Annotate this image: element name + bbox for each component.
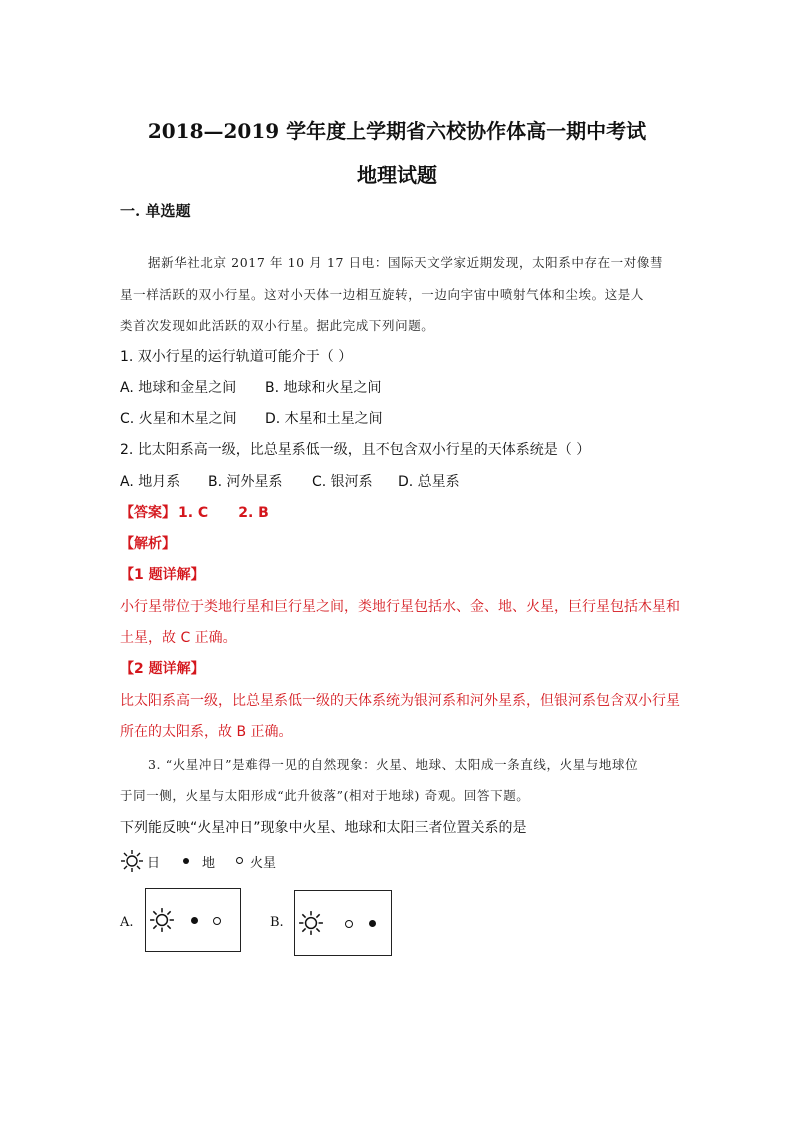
diagram-b <box>294 890 392 956</box>
q2-option-d: D. 总星系 <box>398 474 460 490</box>
answer-label: 【答案】 <box>120 505 176 521</box>
answer-row <box>120 502 269 522</box>
detail1-label: 【1 题详解】 <box>120 567 205 583</box>
q1-stem: 1. 双小行星的运行轨道可能介于（ ） <box>120 349 353 365</box>
answer-1: 1. C <box>178 505 209 521</box>
sun-icon <box>120 849 144 873</box>
legend-mars-label: 火星 <box>250 856 277 871</box>
q2-option-a: A. 地月系 <box>120 474 181 490</box>
q2-stem: 2. 比太阳系高一级，比总星系低一级，且不包含双小行星的天体系统是（ ） <box>120 442 591 458</box>
detail1-line2: 土星，故 C 正确。 <box>120 630 237 646</box>
q1-option-c: C. 火星和木星之间 <box>120 411 237 427</box>
passage3-line2: 于同一侧，火星与太阳形成“此升彼落”(相对于地球) 奇观。回答下题。 <box>120 788 530 803</box>
section-heading: 一. 单选题 <box>120 202 191 220</box>
sun-icon <box>149 907 175 933</box>
diagram-b-label: B. <box>270 915 284 930</box>
earth-dot-icon <box>183 858 189 864</box>
earth-dot-icon <box>369 920 376 927</box>
q2-option-c: C. 银河系 <box>312 474 373 490</box>
diagram-a-label: A. <box>120 915 134 930</box>
q2-option-b: B. 河外星系 <box>208 474 283 490</box>
mars-circle-icon <box>345 920 353 928</box>
legend-earth-label: 地 <box>202 856 216 871</box>
exam-title: 2018—2019 学年度上学期省六校协作体高一期中考试 <box>147 119 647 143</box>
passage1-line2: 星一样活跃的双小行星。这对小天体一边相互旋转，一边向宇宙中喷射气体和尘埃。这是人 <box>120 287 645 302</box>
diagram-legend <box>120 848 420 874</box>
mars-circle-icon <box>213 917 221 925</box>
exam-subtitle: 地理试题 <box>357 163 437 187</box>
earth-dot-icon <box>191 917 198 924</box>
detail2-line1: 比太阳系高一级，比总星系低一级的天体系统为银河系和河外星系，但银河系包含双小行星 <box>120 693 680 709</box>
q1-option-b: B. 地球和火星之间 <box>265 380 382 396</box>
passage1-line3: 类首次发现如此活跃的双小行星。据此完成下列问题。 <box>120 318 435 333</box>
diagram-a <box>145 888 241 952</box>
q1-option-a: A. 地球和金星之间 <box>120 380 237 396</box>
passage1-line1: 据新华社北京 2017 年 10 月 17 日电：国际天文学家近期发现，太阳系中存在一对像彗 <box>148 255 664 270</box>
legend-sun-label: 日 <box>147 856 161 871</box>
detail1-line1: 小行星带位于类地行星和巨行星之间，类地行星包括水、金、地、火星，巨行星包括木星和 <box>120 599 680 615</box>
detail2-line2: 所在的太阳系，故 B 正确。 <box>120 724 293 740</box>
analysis-label: 【解析】 <box>120 536 176 552</box>
mars-circle-icon <box>236 857 243 864</box>
sun-icon <box>298 910 324 936</box>
answer-2: 2. B <box>238 505 269 521</box>
passage3-line1: 3. “火星冲日”是难得一见的自然现象：火星、地球、太阳成一条直线，火星与地球位 <box>148 757 639 772</box>
q1-option-d: D. 木星和土星之间 <box>265 411 383 427</box>
detail2-label: 【2 题详解】 <box>120 661 205 677</box>
q3-stem: 下列能反映“火星冲日”现象中火星、地球和太阳三者位置关系的是 <box>120 820 527 836</box>
